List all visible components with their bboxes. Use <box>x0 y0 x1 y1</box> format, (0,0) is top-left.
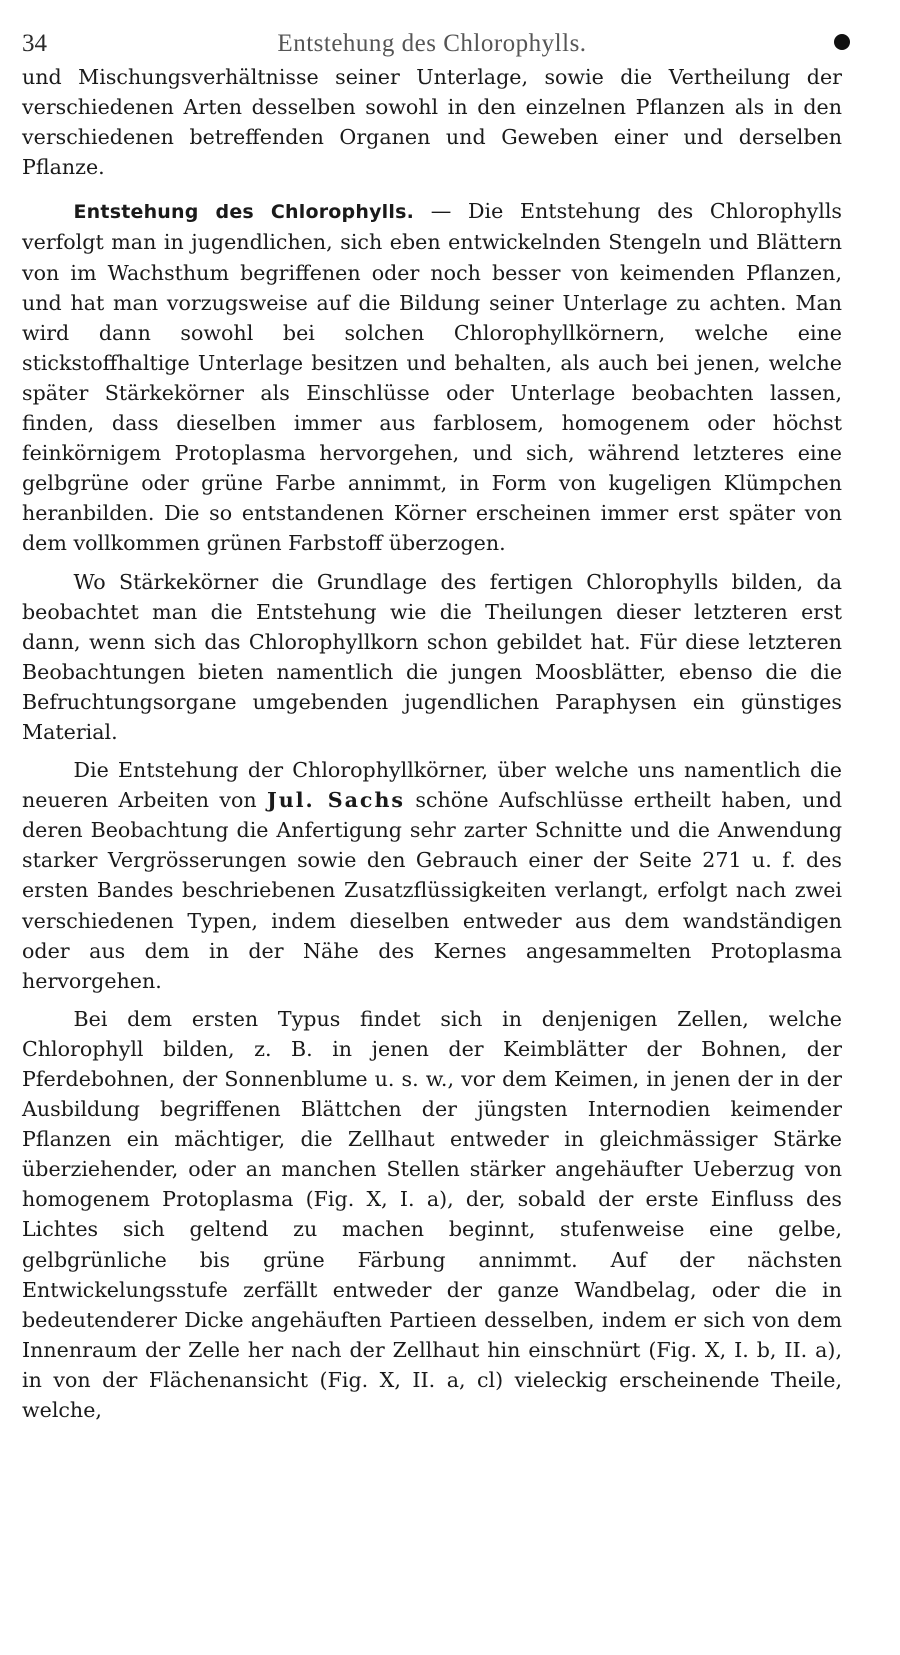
paragraph-text-before: Die Entstehung der Chlorophyllkörner, über welche uns namentlich die neueren Arbeiten von <box>22 758 842 813</box>
paragraph-formation-types <box>22 755 842 996</box>
book-page <box>22 30 842 1425</box>
ink-blot-mark <box>834 34 850 50</box>
paragraph-first-type <box>22 1004 842 1425</box>
author-name: Jul. Sachs <box>267 788 406 813</box>
paragraph-starch-grains <box>22 567 842 748</box>
paragraph-gap <box>22 182 842 196</box>
paragraph-section-intro <box>22 196 842 558</box>
paragraph-continuation <box>22 62 842 182</box>
page-header <box>22 30 842 62</box>
section-heading: Entstehung des Chlorophylls. <box>73 201 415 224</box>
paragraph-text-after: schöne Aufschlüsse ertheilt haben, und deren Beobachtung die Anfertigung sehr zarter Schnitte und die Anwendung starker Vergrösserungen sowie den Gebrauch einer der Seite 271 u. f. des ersten Bandes beschriebenen Zusatzflüssigkeiten verlangt, erfolgt nach zwei verschiedenen Typen, indem dieselben entweder aus dem wandständigen oder aus dem in der Nähe des Kernes angesammelten Protoplasma hervorgehen. <box>22 788 843 993</box>
paragraph-gap <box>22 559 842 567</box>
paragraph-text: und Mischungsverhältnisse seiner Unterlage, sowie die Vertheilung der verschiedenen Arten desselben sowohl in den einzelnen Pflanzen als in den verschiedenen betreffenden Organen und Geweben einer und derselben Pflanze. <box>22 65 842 180</box>
paragraph-text: Wo Stärkekörner die Grundlage des fertigen Chlorophylls bilden, da beobachtet man die Entstehung wie die Theilungen dieser letzteren erst dann, wenn sich das Chlorophyllkorn schon gebildet hat. Für diese letzteren Beobachtungen bieten namentlich die jungen Moosblätter, ebenso die die Befruchtungsorgane umgebenden jugendlichen Paraphysen ein günstiges Material. <box>22 569 842 744</box>
paragraph-text: — Die Entstehung des Chlorophylls verfolgt man in jugendlichen, sich eben entwickelnden Stengeln und Blättern von im Wachsthum begriffenen oder noch besser von keimenden Pflanzen, und hat man vorzugsweise auf die Bildung seiner Unterlage zu achten. Man wird dann sowohl bei solchen Chlorophyllkörnern, welche eine stickstoffhaltige Unterlage besitzen und behalten, als auch bei jenen, welche später Stärkekörner als Einschlüsse oder Unterlage beobachten lassen, finden, dass dieselben immer aus farblosem, homogenem oder höchst feinkörnigem Protoplasma hervorgehen, und sich, während letzteres eine gelbgrüne oder grüne Farbe annimmt, in Form von kugeligen Klümpchen heranbilden. Die so entstandenen Körner erscheinen immer erst später von dem vollkommen grünen Farbstoff überzogen. <box>22 199 842 556</box>
paragraph-gap <box>22 747 842 755</box>
paragraph-gap <box>22 996 842 1004</box>
running-title: Entstehung des Chlorophylls. <box>277 30 587 57</box>
paragraph-text: Bei dem ersten Typus findet sich in denjenigen Zellen, welche Chlorophyll bilden, z. B. in jenen der Keimblätter der Bohnen, der Pferdebohnen, der Sonnenblume u. s. w., vor dem Keimen, in jenen der in der Ausbildung begriffenen Blättchen der jüngsten Internodien keimender Pflanzen ein mächtiger, die Zellhaut entweder in gleichmässiger Stärke überziehender, oder an manchen Stellen stärker angehäufter Ueberzug von homogenem Protoplasma (Fig. X, I. a), der, sobald der erste Einfluss des Lichtes sich geltend zu machen beginnt, stufenweise eine gelbe, gelbgrünliche bis grüne Färbung annimmt. Auf der nächsten Entwickelungsstufe zerfällt entweder der ganze Wandbelag, oder die in bedeutenderer Dicke angehäuften Partieen desselben, indem er sich von dem Innenraum der Zelle her nach der Zellhaut hin einschnürt (Fig. X, I. b, II. a), in von der Flächenansicht (Fig. X, II. a, cl) vieleckig erscheinende Theile, welche, <box>22 1006 842 1423</box>
page-number: 34 <box>22 30 47 57</box>
